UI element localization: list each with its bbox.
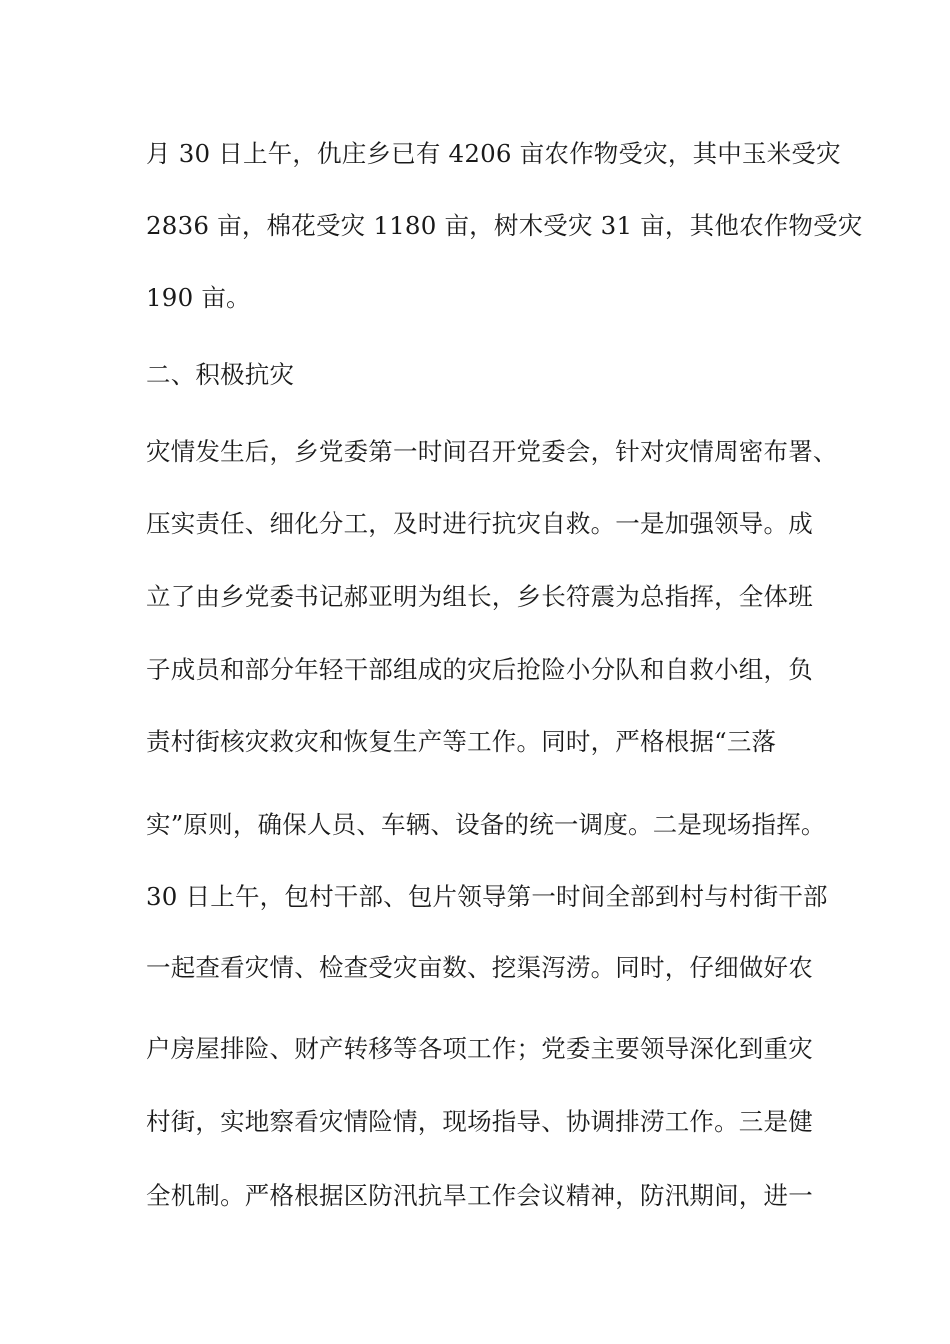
text-line: 全机制。严格根据区防汛抗旱工作会议精神，防汛期间，进一 (146, 1181, 813, 1210)
text-line: 190 亩。 (146, 283, 251, 312)
text-line: 子成员和部分年轻干部组成的灾后抢险小分队和自救小组，负 (146, 655, 813, 684)
text-line: 村街，实地察看灾情险情，现场指导、协调排涝工作。三是健 (146, 1107, 813, 1136)
text-line: 户房屋排险、财产转移等各项工作；党委主要领导深化到重灾 (146, 1034, 813, 1063)
text-line: 实”原则，确保人员、车辆、设备的统一调度。二是现场指挥。 (146, 810, 826, 839)
text-line: 压实责任、细化分工，及时进行抗灾自救。一是加强领导。成 (146, 509, 813, 538)
text-line: 责村街核灾救灾和恢复生产等工作。同时，严格根据“三落 (146, 727, 777, 756)
text-line: 立了由乡党委书记郝亚明为组长，乡长符震为总指挥，全体班 (146, 582, 813, 611)
text-line: 月 30 日上午，仇庄乡已有 4206 亩农作物受灾，其中玉米受灾 (146, 139, 841, 168)
section-heading: 二、积极抗灾 (146, 360, 295, 389)
text-line: 30 日上午，包村干部、包片领导第一时间全部到村与村街干部 (146, 882, 828, 911)
text-line: 2836 亩，棉花受灾 1180 亩，树木受灾 31 亩，其他农作物受灾 (146, 211, 863, 240)
text-line: 一起查看灾情、检查受灾亩数、挖渠泻涝。同时，仔细做好农 (146, 953, 813, 982)
text-line: 灾情发生后，乡党委第一时间召开党委会，针对灾情周密布署、 (146, 437, 838, 466)
